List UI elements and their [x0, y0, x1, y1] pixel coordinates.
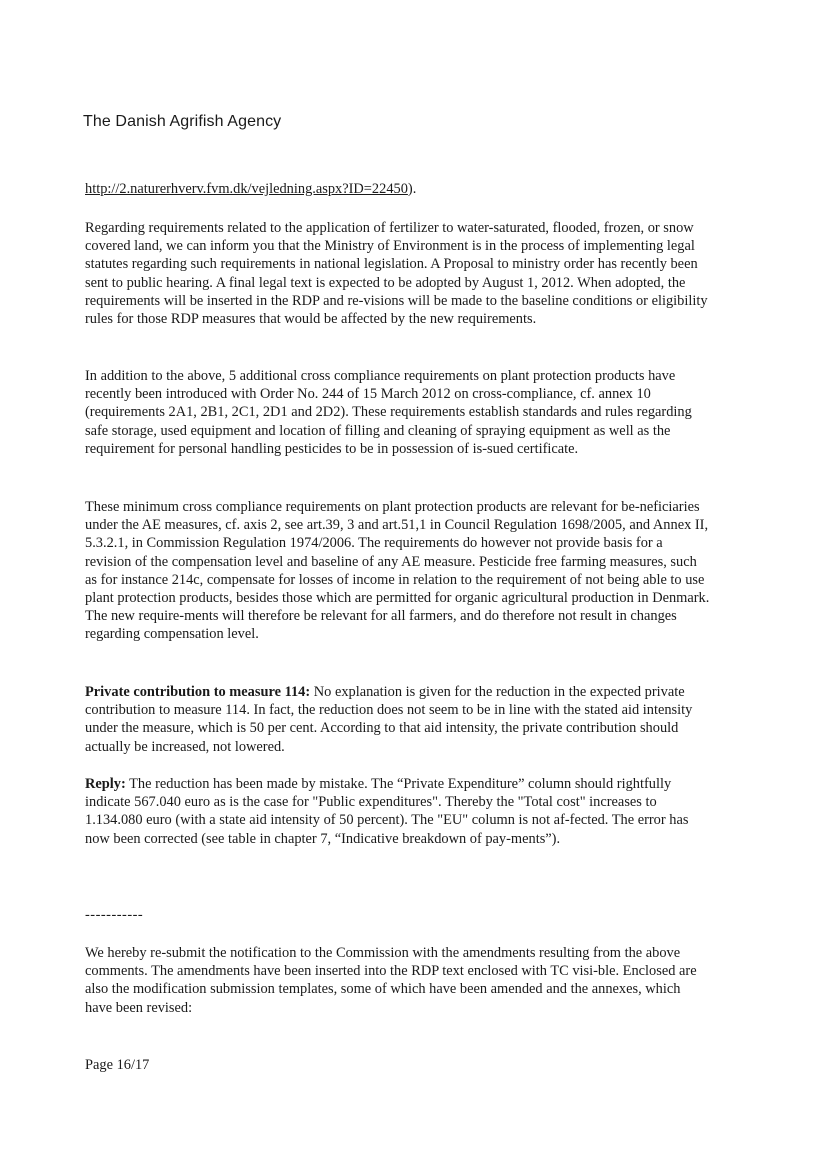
- paragraph-minimum-requirements: These minimum cross compliance requirements on plant protection products are relevant for be-neficiaries under the AE measures, cf. axis 2, see art.39, 3 and art.51,1 in Council Regulation 1698/2005, and Annex II, 5.3.2.1, in Commission Regulation 1974/2006. The requirements do however not provide basis for a revision of the compensation level and baseline of any AE measure. Pesticide free farming measures, such as for instance 214c, compensate for losses of income in relation to the requirement of not being able to use plant protection products, besides those which are permitted for organic agricultural production in Denmark. The new require-ments will therefore be relevant for all farmers, and do therefore not result in changes regarding compensation level.: [85, 499, 710, 643]
- reference-link-suffix: ).: [407, 181, 417, 197]
- private-contribution-text: No explanation is given for the reduction in the expected private contribution to measure 114. In fact, the reduction does not seem to be in line with the stated aid intensity under the measure, which is 50 per cent. According to that aid intensity, the private contribution should actually be increased, not lowered.: [85, 684, 693, 755]
- paragraph-reply: [85, 775, 710, 848]
- paragraph-resubmission: We hereby re-submit the notification to the Commission with the amendments resulting from the above comments. The amendments have been inserted into the RDP text enclosed with TC visi-ble. Enclosed are also the modification submission templates, some of which have been amended and the annexes, which have been revised:: [85, 945, 697, 1016]
- paragraph-cross-compliance: In addition to the above, 5 additional cross compliance requirements on plant protection products have recently been introduced with Order No. 244 of 15 March 2012 on cross-compliance, cf. annex 10 (requirements 2A1, 2B1, 2C1, 2D1 and 2D2). These requirements establish standards and rules regarding safe storage, used equipment and location of filling and cleaning of spraying equipment as well as the requirement for personal handling pesticides to be in possession of is-sued certificate.: [85, 368, 692, 457]
- section-separator: -----------: [85, 907, 144, 923]
- page-number: Page 16/17: [85, 1057, 150, 1073]
- reply-text: The reduction has been made by mistake. The “Private Expenditure” column should rightfully indicate 567.040 euro as is the case for "Public expenditures". Thereby the "Total cost" increases to 1.134.080 euro (with a state aid intensity of 50 percent). The "EU" column is not af-fected. The error has now been corrected (see table in chapter 7, “Indicative breakdown of pay-ments”).: [85, 776, 689, 847]
- paragraph-fertilizer-requirements: Regarding requirements related to the application of fertilizer to water-saturated, flooded, frozen, or snow covered land, we can inform you that the Ministry of Environment is in the process of implementing legal statutes regarding such requirements in national legislation. A Proposal to ministry order has recently been sent to public hearing. A final legal text is expected to be adopted by August 1, 2012. When adopted, the requirements will be inserted in the RDP and re-visions will be made to the baseline conditions or eligibility rules for those RDP measures that would be affected by the new requirements.: [85, 220, 708, 328]
- private-contribution-heading: Private contribution to measure 114:: [85, 684, 311, 700]
- reference-link-line: [85, 180, 710, 198]
- paragraph-private-contribution: [85, 683, 710, 756]
- reference-link[interactable]: http://2.naturerhverv.fvm.dk/vejledning.aspx?ID=22450: [85, 181, 408, 197]
- agency-header: The Danish Agrifish Agency: [83, 113, 282, 130]
- reply-heading: Reply:: [85, 776, 126, 792]
